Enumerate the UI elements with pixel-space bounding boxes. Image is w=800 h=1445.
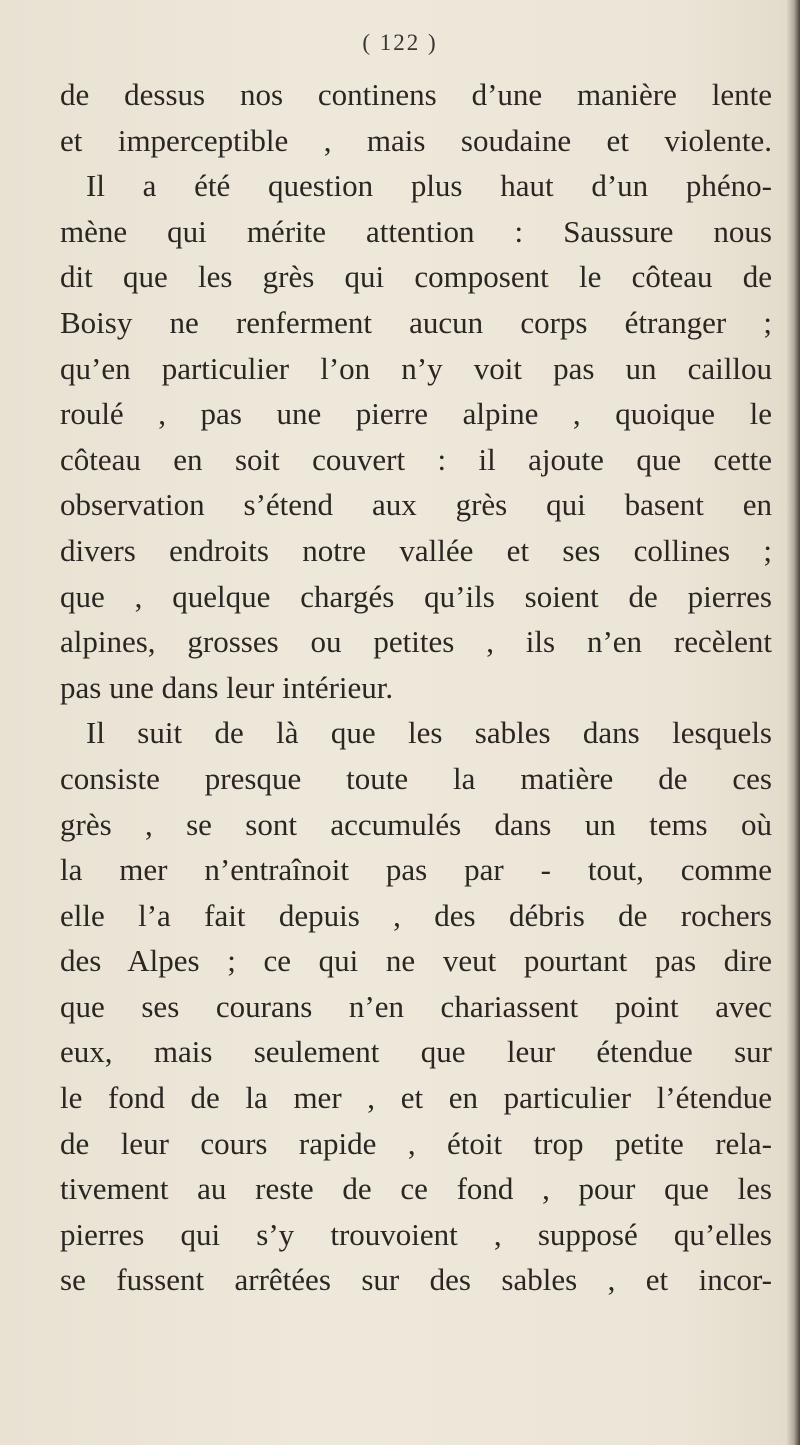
page-edge-shadow: [786, 0, 800, 1445]
text-line: mène qui mérite attention : Saussure nous: [60, 213, 772, 249]
text-line: alpines, grosses ou petites , ils n’en recèlent: [60, 624, 772, 660]
text-line: de leur cours rapide , étoit trop petite rela-: [60, 1125, 772, 1161]
text-line: divers endroits notre vallée et ses collines ;: [60, 532, 772, 568]
text-line: et imperceptible , mais soudaine et violente.: [60, 122, 772, 158]
text-line: grès , se sont accumulés dans un tems où: [60, 806, 772, 842]
text-line: que ses courans n’en chariassent point avec: [60, 988, 772, 1024]
text-line: elle l’a fait depuis , des débris de rochers: [60, 897, 772, 933]
text-line: se fussent arrêtées sur des sables , et incor-: [60, 1262, 772, 1298]
text-line: dit que les grès qui composent le côteau de: [60, 259, 772, 295]
body-text: [60, 72, 772, 1303]
page-number: ( 122 ): [362, 30, 438, 55]
text-line: Boisy ne renferment aucun corps étranger ;: [60, 304, 772, 340]
text-line: la mer n’entraînoit pas par - tout, comme: [60, 852, 772, 888]
text-line: eux, mais seulement que leur étendue sur: [60, 1034, 772, 1070]
text-line: tivement au reste de ce fond , pour que les: [60, 1171, 772, 1207]
text-line: pas une dans leur intérieur.: [60, 669, 394, 705]
text-line: roulé , pas une pierre alpine , quoique le: [60, 396, 772, 432]
text-line: qu’en particulier l’on n’y voit pas un caillou: [60, 350, 772, 386]
text-line: consiste presque toute la matière de ces: [60, 760, 772, 796]
text-line: Il a été question plus haut d’un phéno-: [86, 168, 772, 204]
text-line: Il suit de là que les sables dans lesquels: [86, 715, 772, 751]
text-line: côteau en soit couvert : il ajoute que cette: [60, 441, 772, 477]
text-line: de dessus nos continens d’une manière lente: [60, 77, 772, 112]
text-line: que , quelque chargés qu’ils soient de pierres: [60, 578, 772, 614]
text-line: pierres qui s’y trouvoient , supposé qu’elles: [60, 1216, 772, 1252]
text-line: le fond de la mer , et en particulier l’étendue: [60, 1080, 772, 1116]
text-line: des Alpes ; ce qui ne veut pourtant pas dire: [60, 943, 772, 979]
text-line: observation s’étend aux grès qui basent en: [60, 487, 772, 523]
